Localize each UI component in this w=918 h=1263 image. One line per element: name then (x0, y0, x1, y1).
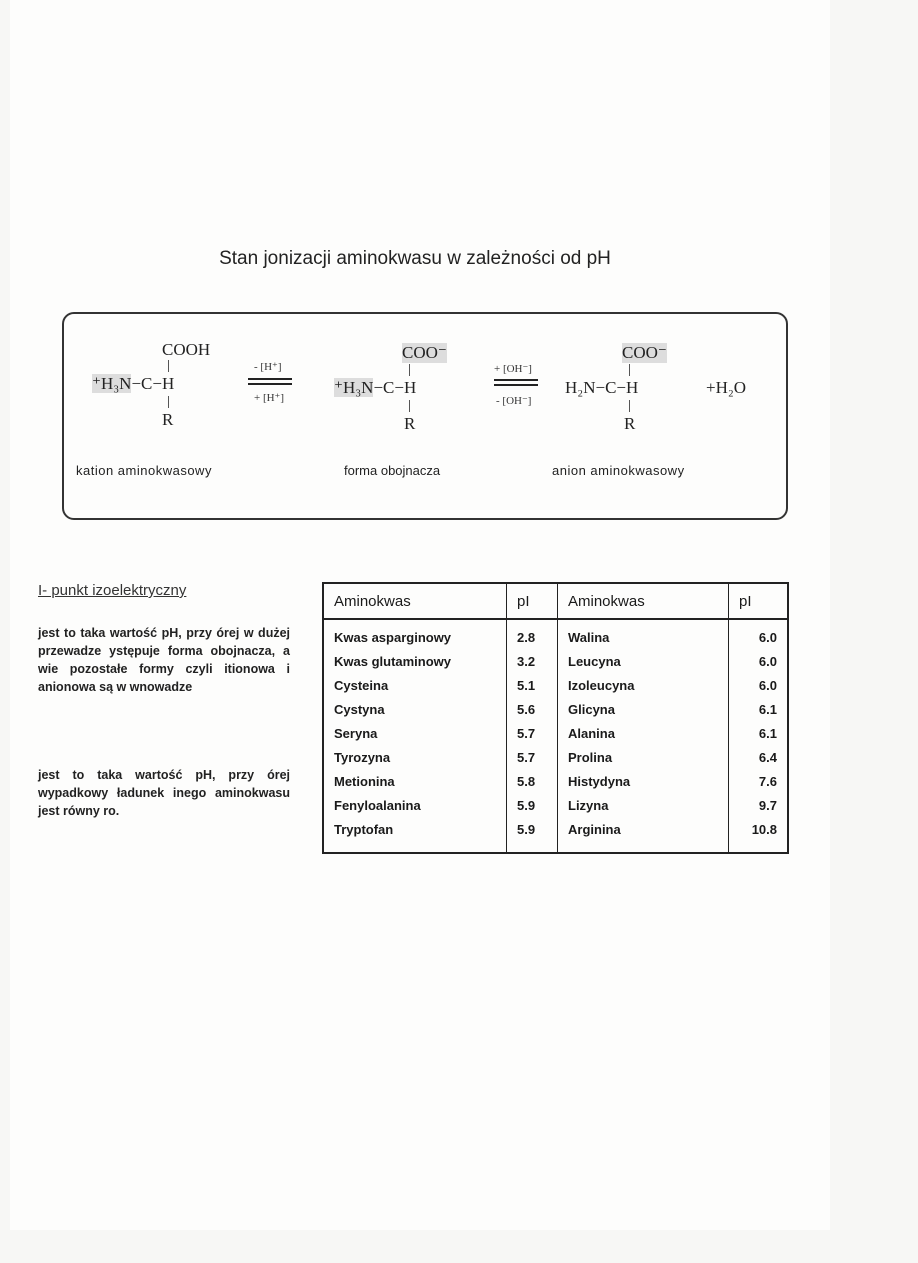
amino-acid-name: Metionina (323, 769, 507, 793)
equilibrium-arrow-icon (248, 378, 292, 385)
table-row (323, 697, 788, 721)
pi-value: 6.0 (729, 673, 789, 697)
amino-acid-name: Fenyloalanina (323, 793, 507, 817)
header-pi: pI (729, 583, 789, 619)
table-row (323, 673, 788, 697)
anion-ch: −C−H (595, 378, 639, 397)
amino-acid-name: Prolina (558, 745, 729, 769)
cation-cooh: COOH (162, 340, 211, 359)
cation-amine: ⁺H₃N (92, 374, 132, 393)
amino-acid-name: Tryptofan (323, 817, 507, 853)
amino-acid-name: Leucyna (558, 649, 729, 673)
table-row (323, 619, 788, 649)
definition-paragraph-2: jest to taka wartość pH, przy órej wypadkowy ładunek inego aminokwasu jest równy ro. (38, 768, 290, 818)
arrow2-top: + [OH⁻] (494, 363, 532, 375)
water: +H₂O (706, 378, 747, 397)
amino-acid-name: Cystyna (323, 697, 507, 721)
equilibrium-arrow-icon (494, 379, 538, 386)
pi-value: 6.1 (729, 697, 789, 721)
cation-ch: −C−H (131, 374, 175, 393)
header-aminokwas: Aminokwas (558, 583, 729, 619)
arrow1-bottom: + [H⁺] (254, 392, 285, 404)
amino-acid-name: Lizyna (558, 793, 729, 817)
pi-value: 6.1 (729, 721, 789, 745)
cation-label: kation aminokwasowy (76, 463, 212, 478)
pi-value: 9.7 (729, 793, 789, 817)
header-aminokwas: Aminokwas (323, 583, 507, 619)
amino-acid-name: Histydyna (558, 769, 729, 793)
table-row (323, 769, 788, 793)
cation-r: R (162, 410, 174, 429)
zwitterion-r: R (404, 414, 416, 433)
amino-acid-name: Alanina (558, 721, 729, 745)
amino-acid-name: Cysteina (323, 673, 507, 697)
pi-value: 5.1 (507, 673, 558, 697)
page-title: Stan jonizacji aminokwasu w zależności od pH (219, 248, 611, 269)
header-pi: pI (507, 583, 558, 619)
amino-acid-name: Seryna (323, 721, 507, 745)
bond (409, 400, 410, 412)
pi-value: 6.4 (729, 745, 789, 769)
zwitterion-label: forma obojnacza (344, 463, 441, 478)
pi-value: 5.9 (507, 793, 558, 817)
amino-acid-name: Kwas glutaminowy (323, 649, 507, 673)
table-row (323, 793, 788, 817)
table-row (323, 745, 788, 769)
bond (629, 364, 630, 376)
anion-amine: H₂N (565, 378, 596, 397)
arrow1-top: - [H⁺] (254, 361, 282, 373)
table-row (323, 721, 788, 745)
pi-value: 5.8 (507, 769, 558, 793)
amino-acid-name: Glicyna (558, 697, 729, 721)
pi-value: 6.0 (729, 619, 789, 649)
definition-paragraph-1: jest to taka wartość pH, przy órej w dużej przewadze ystępuje forma obojnacza, a wie pozostałe formy czyli itionowa i anionowa są w wnowadze (38, 626, 290, 694)
zwitterion-coo: COO⁻ (402, 343, 447, 362)
pi-value: 5.9 (507, 817, 558, 853)
amino-acid-name: Walina (558, 619, 729, 649)
section-heading: I- punkt izoelektryczny (38, 582, 187, 599)
bond (629, 400, 630, 412)
bond (409, 364, 410, 376)
zwitterion-ch: −C−H (373, 378, 417, 397)
anion-coo: COO⁻ (622, 343, 667, 362)
zwitterion-amine: ⁺H₃N (334, 378, 374, 397)
anion-label: anion aminokwasowy (552, 463, 685, 478)
pi-value: 7.6 (729, 769, 789, 793)
table-header-row (323, 583, 788, 619)
arrow2-bottom: - [OH⁻] (496, 395, 532, 407)
bond (168, 396, 169, 408)
table-row (323, 649, 788, 673)
pi-value: 5.7 (507, 721, 558, 745)
pi-table (322, 582, 789, 854)
amino-acid-name: Arginina (558, 817, 729, 853)
bond (168, 360, 169, 372)
anion-r: R (624, 414, 636, 433)
pi-value: 2.8 (507, 619, 558, 649)
table-row (323, 817, 788, 853)
pi-value: 10.8 (729, 817, 789, 853)
pi-value: 5.7 (507, 745, 558, 769)
pi-value: 5.6 (507, 697, 558, 721)
pi-value: 3.2 (507, 649, 558, 673)
amino-acid-name: Izoleucyna (558, 673, 729, 697)
pi-value: 6.0 (729, 649, 789, 673)
amino-acid-name: Tyrozyna (323, 745, 507, 769)
amino-acid-name: Kwas asparginowy (323, 619, 507, 649)
